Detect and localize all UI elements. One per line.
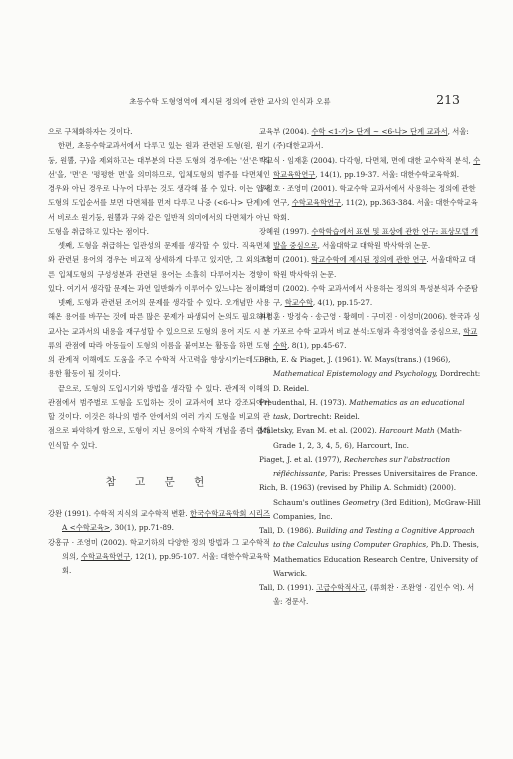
page-number: 213 xyxy=(436,92,460,107)
reference-entry: Piaget, J. et al. (1977), Recherches sur l'abstraction réfléchissante, Paris: Presses Universitaires de France. xyxy=(259,454,478,478)
reference-entry: Maletsky, Evan M. et al. (2002). Harcourt Math (Math-Grade 1, 2, 3, 4, 5, 6), Harcourt, Inc. xyxy=(259,426,462,450)
reference-entry: 조영미 (2002). 수학 교과서에서 사용하는 정의의 특성분석과 수준탐구, 학교수학, 4(1), pp.15-27. xyxy=(259,283,479,307)
reference-entry: 박교식 · 임재훈 (2004). 다각형, 다면체, 면에 대한 교수학적 분석, 수학교육학연구, 14(1), pp.19-37. 서울: 대한수학교육학회. xyxy=(259,155,481,179)
right-column xyxy=(259,125,481,610)
paragraph: 넷째, 도형과 관련된 조어의 문제를 생각할 수 있다. 오개념만 사용해온 용어를 바꾸는 것에 따른 많은 문제가 파생되어 논의도 필요하나 교사는 교과서의 내용을 재구성할 수 있으므로 도형의 용어 지도 시 분류의 관점에 따라 아동들이 도형의 이름을 붙여보는 활동을 하면 도형의 관계적 이해에도 도움을 주고 수학적 사고력을 향상시키는데도 유용한 활동이 될 것이다. xyxy=(48,298,270,379)
reference-entry: 조영미 (2001). 학교수학에 제시된 정의에 관한 연구. 서울대학교 대학원 박사학위 논문. xyxy=(259,255,476,279)
reference-entry: 우정호 · 조영미 (2001). 학교수학 교과서에서 사용하는 정의에 관한 연구, 수학교육학연구, 11(2), pp.363-384. 서울: 대한수학교육학회. xyxy=(259,184,478,222)
reference-entry: Beth, E. & Piaget, J. (1961). W. Mays(trans.) (1966), Mathematical Epistemology and Psychology, Dordrecht: D. Reidel. xyxy=(259,355,481,393)
reference-entry: 강흥규 · 조영미 (2002). 학교기하의 다양한 정의 방법과 그 교수학적 의의, 수학교육학연구, 12(1), pp.95-107. 서울: 대한수학교육학회. xyxy=(48,537,270,575)
running-header xyxy=(60,92,460,108)
running-title: 초등수학 도형영역에 제시된 정의에 관한 교사의 인식과 오류 xyxy=(129,97,331,106)
reference-entry: Tall, D. (1991). 고급수학적사고, (류희찬 · 조완영 · 김인수 역). 서울: 경문사. xyxy=(259,583,475,607)
reference-entry: Tall, D. (1986). Building and Testing a Cognitive Approach to the Calculus using Computer Graphics, Ph.D. Thesis, Mathematics Education Research Centre, University of Warwick. xyxy=(259,526,479,578)
reference-entry: 장혜원 (1997). 수학학습에서 표현 및 표상에 관한 연구: 표상모델 개발을 중심으로, 서울대학교 대학원 박사학위 논문. xyxy=(259,226,479,250)
reference-entry: 최병훈 · 방정숙 · 송근영 · 황혜미 · 구미진 · 이성미(2006). 한국과 싱가포르 수학 교과서 비교 분석:도형과 측정영역을 중심으로, 학교수학, 8(1), pp.45-67. xyxy=(259,312,481,350)
left-column xyxy=(48,125,270,578)
paragraph: 끝으로, 도형의 도입시기와 방법을 생각할 수 있다. 관계적 이해의 관점에서 범주별로 도형을 도입하는 것이 교과서에 보다 강조되어야 할 것이다. 이것은 하나의 범주 안에서의 여러 가지 도형을 비교의 관점으로 파악하게 함으로, 도형이 지닌 용어의 수학적 개념을 좀더 쉽게 인식할 수 있다. xyxy=(48,383,270,450)
paragraph: 셋째, 도형을 취급하는 일관성의 문제를 생각할 수 있다. 직육면체와 관련된 용어의 경우는 비교적 상세하게 다루고 있지만, 그 외의 다른 입체도형의 구성성분과 관련된 용어는 소홀히 다루어지는 경향이 있다. 여기서 생각할 문제는 과연 일반화가 이루어수 있느냐는 점이다. xyxy=(48,241,270,293)
reference-entry: Freudenthal, H. (1973). Mathematics as an educational task, Dortrecht: Reidel. xyxy=(259,397,465,421)
paragraph: 한편, 초등수학교과서에서 다루고 있는 원과 관련된 도형(원, 원기둥, 원뿔, 구)을 제외하고는 대부분의 다른 도형의 경우에는 '선'은 '직선'을, '면'은 '평평한 면'을 의미하므로, 입체도형의 범주를 다면체인 경우와 아닌 경우로 나누어 다루는 것도 생각해 볼 수 있다. 이는 입체도형의 도입순서를 보면 다면체를 먼저 다루고 나중 (<6-나> 단계)에서 비로소 원기둥, 원뿔과 구와 같은 일반적 의미에서의 다면체가 아닌 도형을 취급하고 있다는 점이다. xyxy=(48,141,270,236)
reference-entry: Rich, B. (1963) (revised by Philip A. Schmidt) (2000). Schaum's outlines Geometry (3rd Edition), McGraw-Hill Companies, Inc. xyxy=(259,483,481,521)
paragraph: 으로 구체화하자는 것이다. xyxy=(48,127,133,136)
reference-entry: 교육부 (2004). 수학 <1-가> 단계 ~ <6-나> 단계 교과서, 서울: (주)대한교과서. xyxy=(259,127,469,151)
reference-entry: 강완 (1991). 수학적 지식의 교수학적 변환. 한국수학교육학회 시리즈 A <수학교육>, 30(1), pp.71-89. xyxy=(48,509,270,533)
references-heading: 참 고 문 헌 xyxy=(105,475,213,488)
